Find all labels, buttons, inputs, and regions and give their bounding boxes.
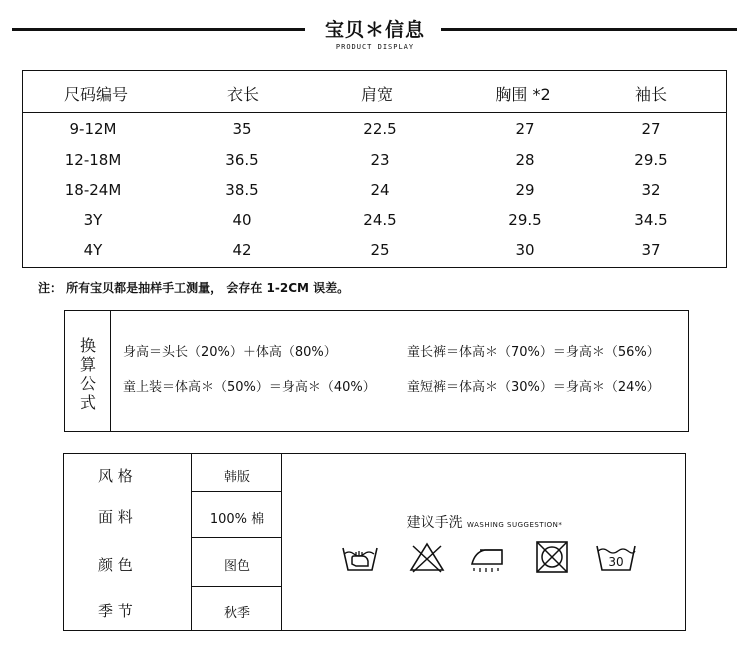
wash-30-icon xyxy=(593,540,639,574)
size-table xyxy=(22,70,727,268)
header-cell-shoulder: 肩宽 xyxy=(360,85,394,104)
table-cell: 38.5 xyxy=(225,181,259,199)
table-cell: 12-18M xyxy=(64,151,122,169)
divider xyxy=(191,491,281,492)
hand-wash-icon xyxy=(340,540,380,574)
table-cell: 34.5 xyxy=(634,211,668,229)
conversion-label-char: 公 xyxy=(79,374,96,393)
table-cell: 40 xyxy=(232,211,252,229)
washing-title: 建议手洗 xyxy=(406,515,463,531)
divider xyxy=(191,586,281,587)
table-cell: 25 xyxy=(370,241,390,259)
table-cell: 29.5 xyxy=(634,151,668,169)
table-cell: 36.5 xyxy=(225,151,259,169)
conversion-formula-box xyxy=(64,310,689,432)
formula-shorts: 童短裤＝体高＊（30%）＝身高＊（24%） xyxy=(407,380,660,395)
table-cell: 23 xyxy=(370,151,390,169)
table-cell: 9-12M xyxy=(69,120,117,138)
attr-value-season: 秋季 xyxy=(223,606,250,621)
attr-value-style: 韩版 xyxy=(223,470,250,485)
divider xyxy=(191,537,281,538)
formula-top: 童上装＝体高＊（50%）＝身高＊（40%） xyxy=(123,380,376,395)
table-cell: 37 xyxy=(641,241,661,259)
table-cell: 24.5 xyxy=(363,211,397,229)
table-cell: 29.5 xyxy=(508,211,542,229)
formula-height: 身高＝头长（20%）＋体高（80%） xyxy=(123,345,337,360)
conversion-label-char: 式 xyxy=(79,393,96,412)
do-not-bleach-icon xyxy=(407,540,447,574)
header-cell-length: 衣长 xyxy=(226,85,260,104)
attr-label-style: 风 格 xyxy=(98,467,133,485)
table-cell: 3Y xyxy=(83,211,103,229)
table-cell: 32 xyxy=(641,181,661,199)
attr-label-season: 季 节 xyxy=(98,602,133,620)
wash-temperature: 30 xyxy=(608,555,624,569)
table-cell: 42 xyxy=(232,241,252,259)
measurement-note: 注： 所有宝贝都是抽样手工测量， 会存在 1-2CM 误差。 xyxy=(38,281,350,295)
product-attributes-box xyxy=(63,453,686,631)
conversion-label xyxy=(65,311,111,431)
page-subtitle: PRODUCT DISPLAY xyxy=(335,43,415,51)
table-cell: 29 xyxy=(515,181,535,199)
washing-subtitle: WASHING SUGGESTION* xyxy=(467,521,563,529)
table-cell: 27 xyxy=(515,120,535,138)
table-cell: 35 xyxy=(232,120,252,138)
header-cell-size: 尺码编号 xyxy=(63,85,129,104)
size-table-header xyxy=(23,71,726,113)
table-cell: 4Y xyxy=(83,241,103,259)
table-cell: 22.5 xyxy=(363,120,397,138)
table-cell: 30 xyxy=(515,241,535,259)
header-cell-chest: 胸围 *2 xyxy=(495,85,551,104)
table-cell: 28 xyxy=(515,151,535,169)
attr-label-fabric: 面 料 xyxy=(98,508,133,526)
attr-label-color: 颜 色 xyxy=(98,556,133,574)
washing-suggestion xyxy=(282,512,687,532)
do-not-tumble-dry-icon xyxy=(532,540,572,574)
attr-value-color: 图色 xyxy=(223,559,250,574)
attr-value-fabric: 100% 棉 xyxy=(209,512,265,527)
table-cell: 27 xyxy=(641,120,661,138)
conversion-label-char: 换 xyxy=(79,336,96,355)
page-title: 宝贝＊信息 xyxy=(324,19,425,41)
header-cell-sleeve: 袖长 xyxy=(634,85,668,104)
formula-long-pants: 童长裤＝体高＊（70%）＝身高＊（56%） xyxy=(407,345,660,360)
conversion-label-char: 算 xyxy=(79,355,96,374)
table-cell: 24 xyxy=(370,181,390,199)
iron-icon xyxy=(466,540,508,574)
table-cell: 18-24M xyxy=(64,181,122,199)
